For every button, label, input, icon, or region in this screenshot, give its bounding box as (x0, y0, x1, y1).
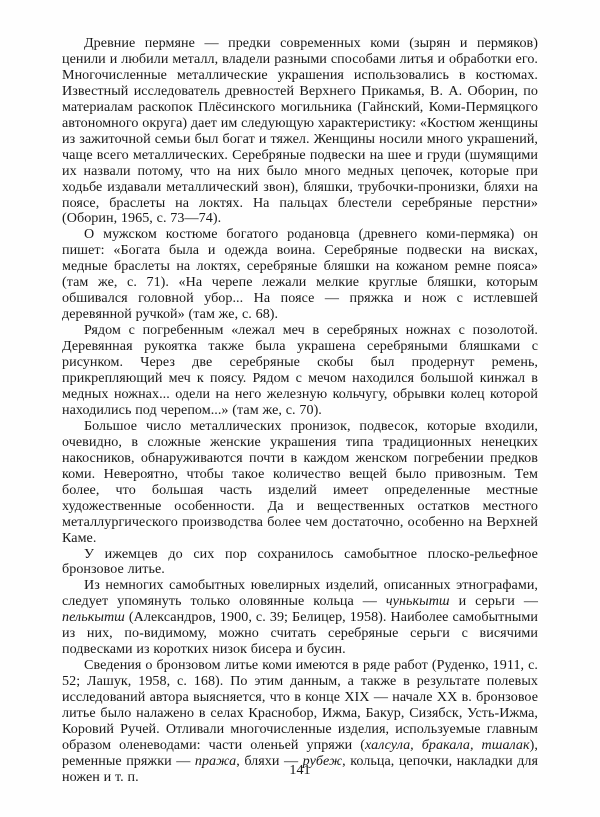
text-run: (Александров, 1900, с. 39; Белицер, 1958). Наиболее самобытными из них, по-видимому, можно считать серебряные серьги с висячими подвесками из коротких низок бисера и бусин. (62, 609, 538, 658)
text-run: и серьги — (449, 593, 538, 610)
italic-term: халсула, бракала, тшалак (364, 736, 530, 753)
italic-term: пелькытш (62, 609, 125, 626)
body-paragraph (62, 227, 538, 323)
text-run: Из немногих самобытных ювелирных изделий, описанных этнографами, следует упомянуть только оловянные кольца — (62, 577, 538, 610)
body-paragraph (62, 547, 538, 579)
text-run: Сведения о бронзовом литье коми имеются в ряде работ (Руденко, 1911, с. 52; Лашук, 1958, с. 168). По этим данным, а также в результате полевых исследований автора выясняется, что в конце XIX — начале XX в. бронзовое литье было налажено в селах Краснобор, Ижма, Бакур, Сизябск, Усть-Ижма, Коровий Ручей. Отливали многочисленные изделия, используемые главным образом оленеводами: части оленьей упряжи ( (62, 657, 538, 753)
body-paragraph (62, 323, 538, 419)
italic-term: чунькытш (385, 593, 450, 610)
text-run: , кольца, цепочки, накладки для ножен и т. п. (62, 752, 539, 785)
text-run: У ижемцев до сих пор сохранилось самобытное плоско-рельефное бронзовое литье. (62, 545, 538, 578)
text-run: ), ременные пряжки — (62, 736, 538, 769)
italic-term: рубеж (302, 752, 343, 769)
text-run: Большое число металлических пронизок, подвесок, которые входили, очевидно, в сложные женские украшения типа традиционных ненецких накосников, обнаруживаются почти в каждом женском погребении предков коми. Невероятно, чтобы такое количество вещей было привозным. Тем более, что большая часть изделий имеет определенные местные художественные особенности. Да и вещественных остатков местного металлургического производства более чем достаточно, особенно на Верхней Каме. (62, 417, 538, 546)
body-paragraph (62, 578, 538, 658)
body-paragraph (62, 419, 538, 547)
body-paragraph (62, 36, 538, 227)
italic-term: пража (194, 752, 237, 769)
page-number: 141 (289, 762, 311, 778)
text-run: , бляхи — (236, 752, 303, 769)
text-run: О мужском костюме богатого родановца (древнего коми-пермяка) он пишет: «Богата была и одежда воина. Серебряные подвески на висках, медные браслеты на локтях, серебряные бляшки на кожаном ремне пояса» (там же, с. 71). «На черепе лежали мелкие круглые бляшки, которым обшивался головной убор... На поясе — пряжка и нож с истлевшей деревянной ручкой» (там же, с. 68). (62, 226, 538, 323)
text-run: Древние пермяне — предки современных коми (зырян и пермяков) ценили и любили металл, владели разными способами литья и обработки его. Многочисленные металлические украшения использовались в костюмах. Известный исследователь древностей Верхнего Прикамья, В. А. Оборин, по материалам раскопок Плёсинского могильника (Гайнский, Коми-Пермяцкого автономного округа) дает им следующую характеристику: «Костюм женщины из зажиточной семьи был богат и тяжел. Женщины носили много украшений, чаще всего металлических. Серебряные подвески на шее и груди (шумящими их назвали потому, что на них было много медных цепочек, которые при ходьбе издавали металлический звон), бляшки, трубочки-пронизки, бляхи на поясе, браслеты на локтях. На пальцах блестели серебряные перстни» (Оборин, 1965, с. 73—74). (62, 35, 538, 227)
text-run: Рядом с погребенным «лежал меч в серебряных ножнах с позолотой. Деревянная рукоятка также была украшена серебряными бляшками с рисунком. Через две серебряные скобы был продернут ремень, прикрепляющий меч к поясу. Рядом с мечом находился большой кинжал в медных ножнах... одели на него железную кольчугу, обрывки колец которой находились под черепом...» (там же, с. 70). (62, 322, 538, 418)
body-text-column (62, 36, 538, 786)
